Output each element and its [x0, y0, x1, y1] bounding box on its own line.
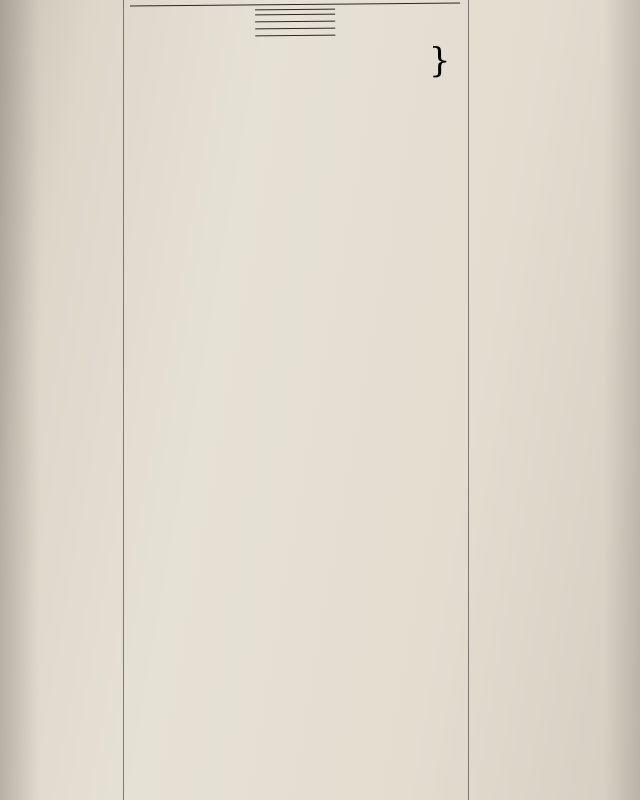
divider — [130, 3, 460, 7]
divider — [255, 35, 335, 37]
paragraph — [129, 85, 463, 88]
center-column — [120, 0, 470, 800]
paragraph — [129, 85, 463, 88]
correction-notice — [128, 0, 462, 1]
divider — [255, 14, 335, 16]
divider — [255, 28, 335, 30]
paragraph — [129, 85, 463, 88]
divider — [255, 9, 335, 11]
divider — [255, 21, 335, 23]
salutation — [129, 85, 463, 88]
paragraph — [129, 85, 463, 88]
paragraph — [129, 85, 463, 88]
dispatch-dateline — [128, 40, 462, 82]
article-body — [129, 85, 463, 88]
brace-glyph: } — [428, 40, 451, 81]
column-rule-right — [468, 0, 469, 800]
left-column — [0, 0, 128, 800]
paragraph — [129, 85, 463, 88]
right-column — [470, 0, 640, 800]
paragraph — [129, 85, 463, 88]
